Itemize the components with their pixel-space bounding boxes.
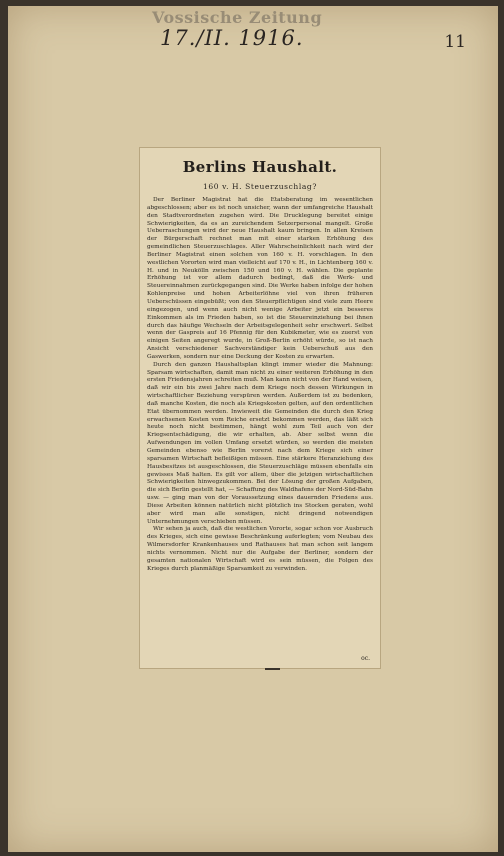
document-page [8,6,498,852]
article-headline: Berlins Haushalt. [182,158,338,176]
article-subheadline: 160 v. H. Steuerzuschlag? [203,182,317,191]
clipping-cut-mark [265,668,280,670]
newspaper-stamp: Vossische Zeitung [152,8,323,27]
article-paragraph: Durch den ganzen Haushaltsplan klingt immer wieder die Mahnung: Sparsam wirtschaften, damit man nicht zu einer weiteren Erhöhung in den ersten Friedensjahren schreiten muß. Man kann nicht von der Hand weisen, daß wir ein bis zwei Jahre nach dem Kriege noch dessen Wirkungen in wirtschaftlicher Beziehung verspüren werden. Außerdem ist zu bedenken, daß manche Kosten, die noch als Kriegskosten gelten, auf den ordentlichen Etat übernommen werden. Inwieweit die Gemeinden die durch den Krieg erwachsenen Kosten vom Reiche ersetzt bekommen werden, das läßt sich heute noch nicht bestimmen, hängt wohl zum Teil auch von der Kriegsentschädigung, die wir erhalten, ab. Aber selbst wenn die Aufwendungen im vollen Umfang ersetzt würden, so werden die meisten Gemeinden ebenso wie Berlin vorerst nach dem Kriege sich einer sparsamen Wirtschaft befleißigen müssen. Eine stärkere Heranziehung des Hausbesitzes ist ausgeschlossen, die Steuerzuschläge müssen ebenfalls ein gewisses Maß halten. Es gilt vor allem, über die jetzigen wirtschaftlichen Schwierigkeiten hinwegzukommen. Bei der Lösung der großen Aufgaben, die sich Berlin gestellt hat, — Schaffung des Waldhafens der Nord-Süd-Bahn usw. — ging man von der Voraussetzung eines dauernden Friedens aus. Diese Arbeiten können natürlich nicht plötzlich ins Stocken geraten, wohl aber wird man alle sonstigen, nicht dringend notwendigen Unternehmungen verschieben müssen. [147,361,373,525]
article-signature: oc. [361,655,370,662]
page-number: 11 [444,32,466,52]
handwritten-date: 17./II. 1916. [160,26,304,50]
newspaper-clipping [139,147,381,669]
article-paragraph: Wir sehen ja auch, daß die westlichen Vororte, sogar schon vor Ausbruch des Krieges, sich eine gewisse Beschränkung auferlegten; vom Neubau des Wilmersdorfer Krankenhauses und Rathauses hat man schon seit langem nichts vernommen. Nicht nur die Aufgabe der Berliner, sondern der gesamten nationalen Wirtschaft wird es sein müssen, die Folgen des Krieges durch planmäßige Sparsamkeit zu verwinden. [147,526,373,572]
article-paragraph: Der Berliner Magistrat hat die Etatsberatung im wesentlichen abgeschlossen; aber es ist noch unsicher, wann der umfangreiche Haushalt den Stadtverordneten zugehen wird. Die Drucklegung bereitet einige Schwierigkeiten, da es an zureichendem Setzerpersonal mangelt. Große Ueberraschungen wird der neue Haushalt kaum bringen. In allen Kreisen der Bürgerschaft rechnet man mit einer starken Erhöhung des gemeindlichen Steuerzuschlages. Aller Wahrscheinlichkeit nach wird der Berliner Magistrat einen solchen von 160 v. H. vorschlagen. In den westlichen Vororten wird man vielleicht auf 170 v. H., in Lichtenberg 160 v. H. und in Neukölln zwischen 150 und 160 v. H. wählen. Die geplante Erhöhung ist vor allem dadurch bedingt, daß die Werk- und Steuereinnahmen zurückgegangen sind. Die Werke haben infolge der hohen Kohlenpreise und hohen Arbeiterlöhne viel von ihren früheren Ueberschüssen eingebüßt; von den Steuerpflichtigen sind viele zum Heere eingezogen, und wenn auch nicht wenige Arbeiter jetzt ein besseres Einkommen als im Frieden haben, so ist die Steuereinziehung bei ihnen durch das häufige Wechseln der Arbeitsgelegenheit sehr erschwert. Selbst wenn der Gaspreis auf 16 Pfennig für den Kubikmeter, wie es zuerst von einigen Seiten angeregt wurde, in Groß-Berlin erhöht würde, so ist nach Ansicht verschiedener Sachverständiger kein Ueberschuß aus den Gaswerken, sondern nur eine Deckung der Kosten zu erwarten. [147,197,373,360]
